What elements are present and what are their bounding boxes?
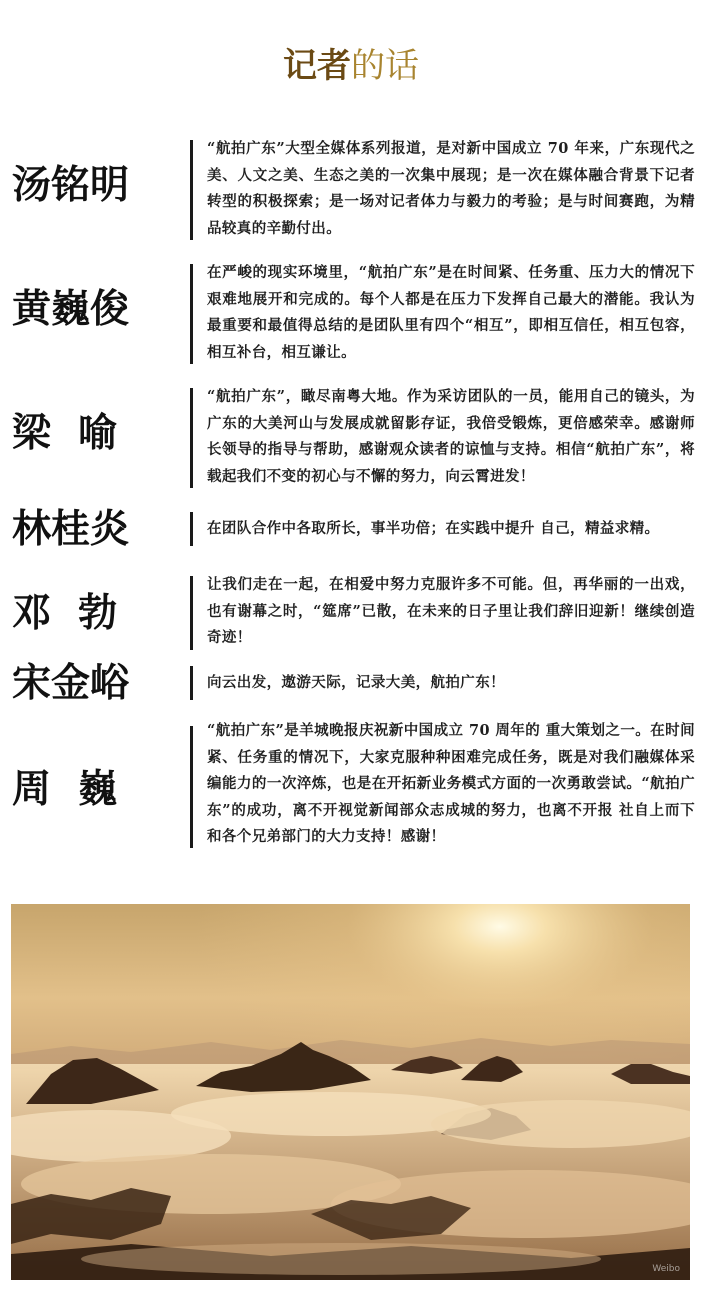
photo-watermark: Weibo — [652, 1264, 680, 1274]
reporter-quote: “航拍广东”，瞰尽南粤大地。作为采访团队的一员，能用自己的镜头，为广东的大美河山与发展成就留影存证，我倍受锻炼，更倍感荣幸。感谢师长领导的指导与帮助，感谢观众读者的谅恤与支持。相信“航拍广东”，将载起我们不变的初心与不懈的努力，向云霄进发！ — [207, 388, 695, 485]
landscape-illustration — [11, 904, 690, 1280]
reporter-quote: 在严峻的现实环境里，“航拍广东”是在时间紧、任务重、压力大的情况下艰难地展开和完成的。每个人都是在压力下发挥自己最大的潜能。我认为最重要和最值得总结的是团队里有四个“相互”，即相互信任，相互包容， 相互补台，相互谦让。 — [207, 264, 695, 361]
reporter-quote: 在团队合作中各取所长，事半功倍；在实践中提升 自己，精益求精。 — [207, 520, 660, 537]
reporter-name: 邓 勃 — [12, 591, 118, 636]
divider-bar — [190, 512, 193, 546]
reporter-name: 黄巍俊 — [12, 287, 130, 332]
entry-3 — [0, 384, 702, 492]
divider-bar — [190, 140, 193, 240]
divider-bar — [190, 388, 193, 488]
sea-of-clouds-photo — [11, 904, 690, 1280]
reporter-quote: 向云出发，遨游天际，记录大美，航拍广东！ — [207, 674, 505, 691]
entry-1 — [0, 136, 702, 244]
page-title — [0, 44, 702, 88]
page-title-light: 的话 — [351, 46, 419, 86]
reporter-quote: “航拍广东”是羊城晚报庆祝新中国成立 70 周年的 重大策划之一。在时间紧、任务重的情况下，大家克服种种困难完成任务，既是对我们融媒体采编能力的一次淬炼，也是在开拓新业务模式方面的一次勇敢尝试。“航拍广东”的成功，离不开视觉新闻部众志成城的努力，也离不开报 社自上而下和各个兄弟部门的大力支持！感谢！ — [207, 722, 695, 845]
entry-4 — [0, 506, 702, 552]
reporter-quote: “航拍广东”大型全媒体系列报道，是对新中国成立 70 年来，广东现代之美、人文之美、生态之美的一次集中展现；是一次在媒体融合背景下记者转型的积极探索；是一场对记者体力与毅力的考验；是与时间赛跑，为精品较真的辛勤付出。 — [207, 140, 695, 237]
reporter-name: 汤铭明 — [12, 163, 130, 208]
entry-2 — [0, 260, 702, 368]
entry-5 — [0, 572, 702, 654]
page-title-bold: 记者 — [283, 46, 351, 86]
entry-6 — [0, 660, 702, 706]
divider-bar — [190, 576, 193, 650]
divider-bar — [190, 666, 193, 700]
reporter-name: 周 巍 — [12, 767, 118, 812]
reporter-name: 林桂炎 — [12, 507, 130, 552]
entry-7 — [0, 718, 702, 852]
divider-bar — [190, 726, 193, 848]
reporter-name: 宋金峪 — [12, 661, 130, 706]
reporter-name: 梁 喻 — [12, 411, 118, 456]
reporter-quote: 让我们走在一起，在相爱中努力克服许多不可能。但，再华丽的一出戏，也有谢幕之时，“筵席”已散，在未来的日子里让我们辞旧迎新！继续创造奇迹！ — [207, 576, 695, 646]
divider-bar — [190, 264, 193, 364]
